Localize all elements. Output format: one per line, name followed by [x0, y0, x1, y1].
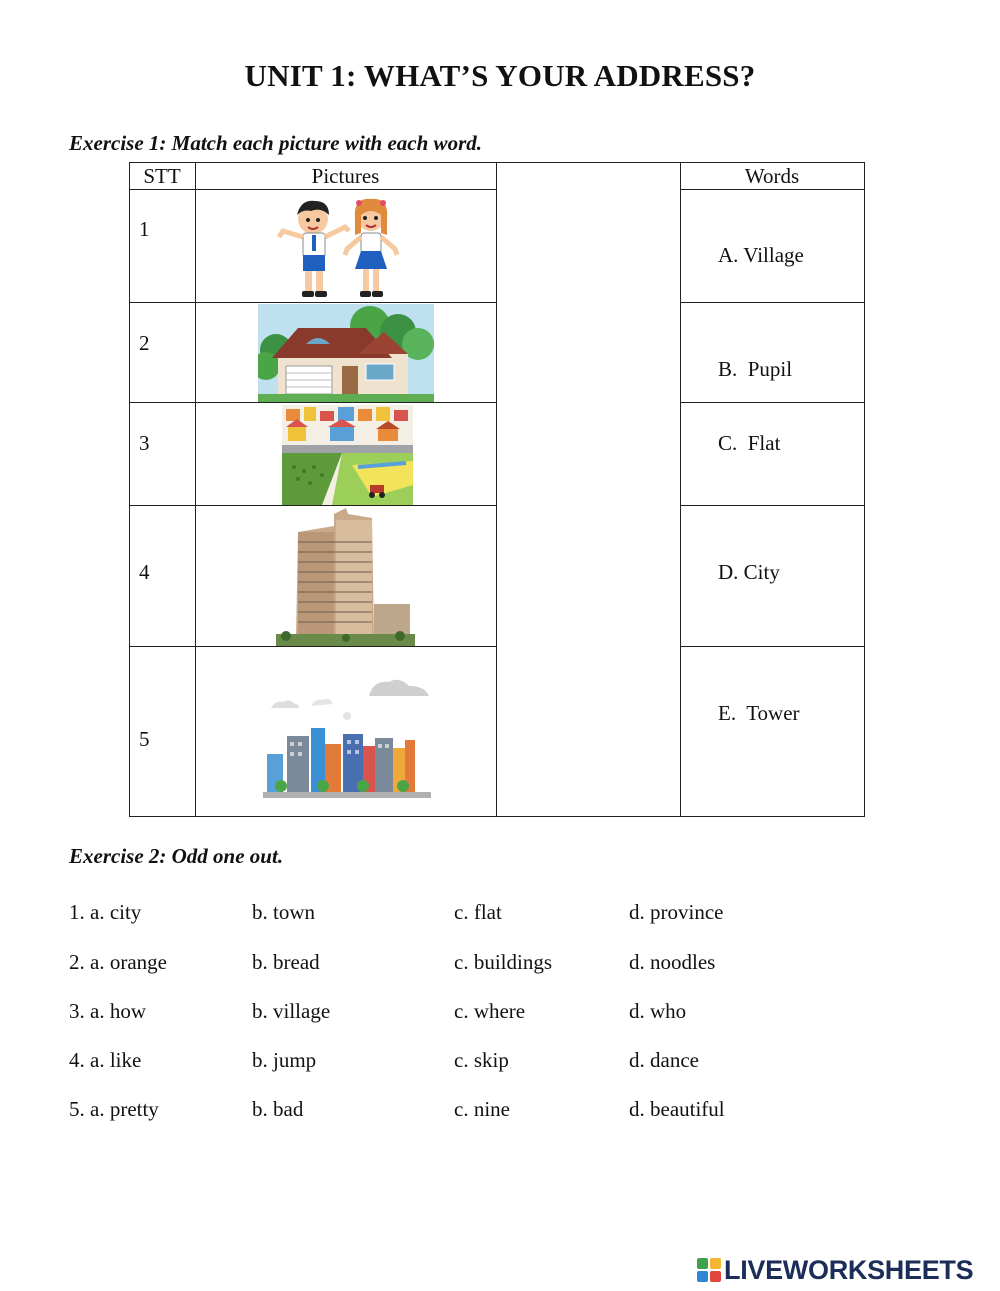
header-words: Words: [744, 164, 800, 188]
option-d[interactable]: d. dance: [629, 1048, 699, 1072]
option-b[interactable]: b. bad: [252, 1097, 304, 1121]
option-b[interactable]: b. jump: [252, 1048, 317, 1072]
option-d[interactable]: d. noodles: [629, 950, 716, 974]
option-b[interactable]: b. bread: [252, 950, 320, 974]
option-c[interactable]: c. skip: [454, 1048, 509, 1072]
word-option[interactable]: D. City: [718, 560, 780, 584]
option-b[interactable]: b. town: [252, 900, 315, 924]
option-b[interactable]: b. village: [252, 999, 331, 1023]
option-c[interactable]: c. nine: [454, 1097, 510, 1121]
option-d[interactable]: d. province: [629, 900, 724, 924]
exercise-2-heading: Exercise 2: Odd one out.: [69, 844, 284, 868]
question-row: [0, 999, 1000, 1029]
word-option[interactable]: A. Village: [718, 243, 804, 267]
word-option[interactable]: B. Pupil: [718, 357, 793, 381]
word-option[interactable]: E. Tower: [718, 701, 800, 725]
pupils-icon[interactable]: [275, 193, 407, 301]
house-icon[interactable]: [258, 304, 434, 402]
row-number: 5: [139, 727, 150, 751]
page-title: UNIT 1: WHAT’S YOUR ADDRESS?: [244, 58, 756, 93]
village-icon[interactable]: [282, 405, 413, 505]
liveworksheets-logo-icon: [697, 1258, 721, 1282]
option-a[interactable]: 4. a. like: [69, 1048, 142, 1072]
option-a[interactable]: 5. a. pretty: [69, 1097, 159, 1121]
question-row: [0, 1097, 1000, 1127]
exercise-1-heading: Exercise 1: Match each picture with each word.: [69, 131, 482, 155]
option-d[interactable]: d. who: [629, 999, 687, 1023]
question-row: [0, 900, 1000, 930]
row-number: 3: [139, 431, 150, 455]
header-pictures: Pictures: [311, 164, 380, 188]
word-option[interactable]: C. Flat: [718, 431, 781, 455]
city-icon[interactable]: [263, 674, 431, 800]
logo-text: LIVEWORKSHEETS: [724, 1255, 974, 1285]
tower-icon[interactable]: [276, 508, 415, 646]
option-a[interactable]: 3. a. how: [69, 999, 146, 1023]
option-d[interactable]: d. beautiful: [629, 1097, 725, 1121]
row-number: 2: [139, 331, 150, 355]
question-row: [0, 1048, 1000, 1078]
option-c[interactable]: c. where: [454, 999, 526, 1023]
header-stt: STT: [143, 164, 181, 188]
row-number: 4: [139, 560, 150, 584]
question-row: [0, 950, 1000, 980]
option-c[interactable]: c. flat: [454, 900, 502, 924]
option-a[interactable]: 1. a. city: [69, 900, 142, 924]
row-number: 1: [139, 217, 150, 241]
option-c[interactable]: c. buildings: [454, 950, 552, 974]
option-a[interactable]: 2. a. orange: [69, 950, 167, 974]
